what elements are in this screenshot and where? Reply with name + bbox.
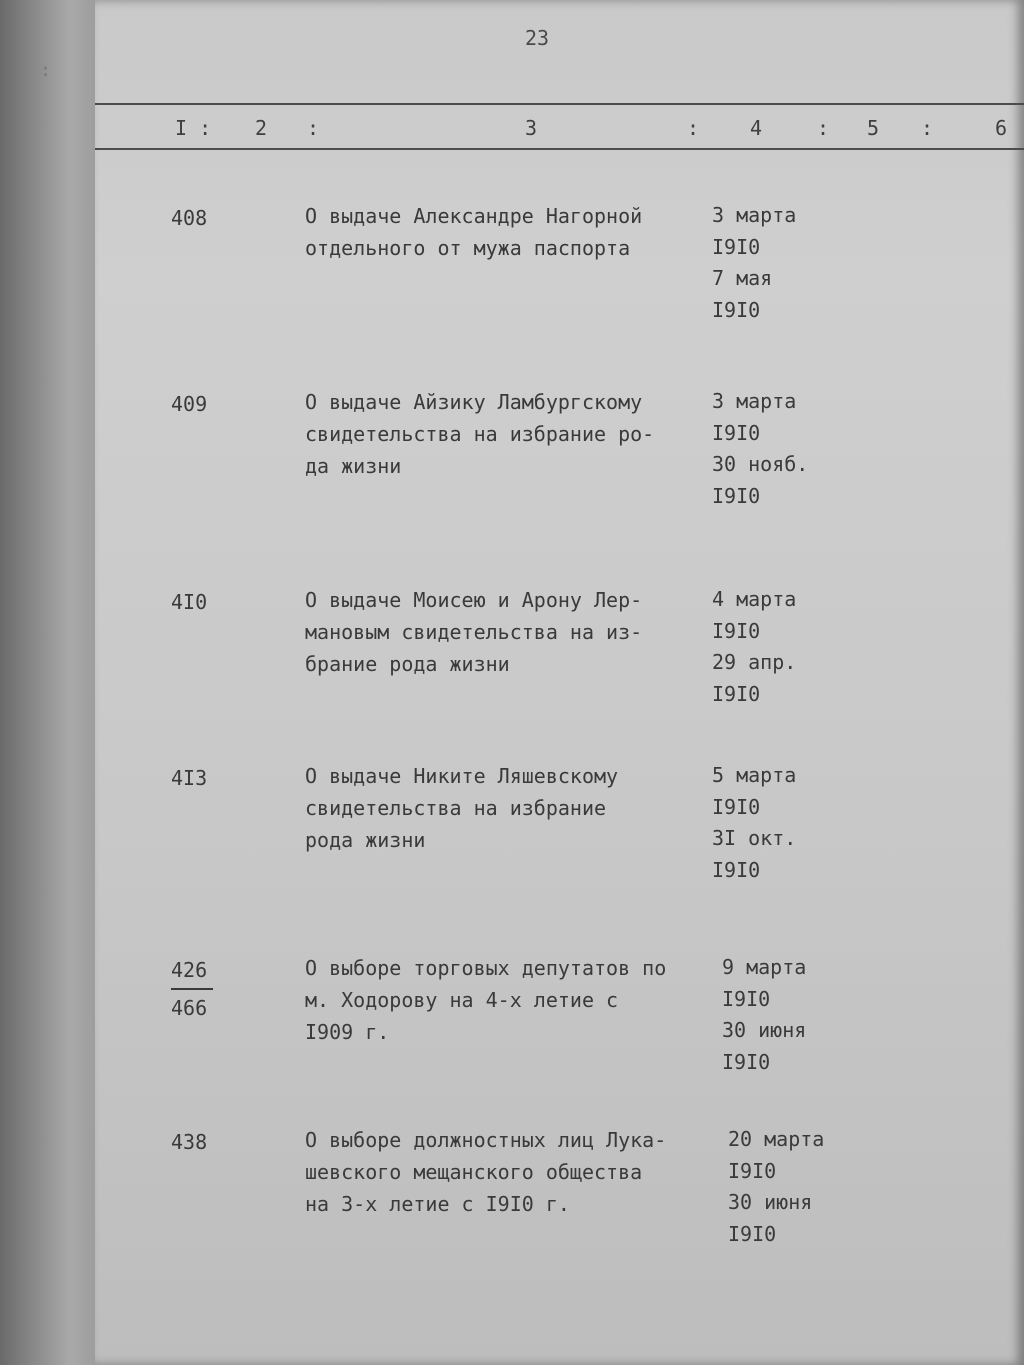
date-end: 3I окт. <box>712 826 797 850</box>
description-line: свидетельства на избрание <box>305 796 607 820</box>
entry-number <box>171 952 213 1026</box>
date-start: 3 марта <box>712 203 797 227</box>
description-line: на 3-х летие с I9I0 г. <box>305 1192 570 1216</box>
column-header-4: 4 <box>750 116 763 140</box>
description-line: О выборе должностных лиц Лука- <box>305 1128 667 1152</box>
entry-dates <box>712 584 796 710</box>
description-line: да жизни <box>305 454 402 478</box>
column-header-6: 6 <box>995 116 1008 140</box>
description-line: I909 г. <box>305 1020 390 1044</box>
entry-number-value: 4I0 <box>171 590 208 614</box>
entry-number <box>171 1124 207 1160</box>
description-line: свидетельства на избрание ро- <box>305 422 655 446</box>
date-end-year: I9I0 <box>712 857 761 882</box>
page-number: 23 <box>525 26 550 50</box>
entry-dates <box>722 952 806 1078</box>
date-end-year: I9I0 <box>728 1221 777 1246</box>
entry-number-value: 438 <box>171 1130 208 1154</box>
entry-number <box>171 760 207 796</box>
entry-number-value: 408 <box>171 206 208 230</box>
left-page-edge <box>0 0 100 1365</box>
entry-number-value: 4I3 <box>171 766 208 790</box>
entry-number <box>171 200 207 236</box>
date-end: 30 июня <box>728 1190 813 1214</box>
date-end: 30 июня <box>722 1018 807 1042</box>
description-line: брание рода жизни <box>305 652 510 676</box>
entry-number-value: 409 <box>171 392 208 416</box>
description-line: О выдаче Никите Ляшевскому <box>305 764 619 788</box>
description-line: О выдаче Айзику Ламбургскому <box>305 390 643 414</box>
entry-description <box>305 1124 725 1220</box>
entry-dates <box>712 200 796 326</box>
column-header-separator: : <box>817 116 830 140</box>
date-end: 7 мая <box>712 266 773 290</box>
date-end-year: I9I0 <box>712 681 761 706</box>
date-end: 29 апр. <box>712 650 797 674</box>
entry-dates <box>712 760 796 886</box>
entry-number <box>171 386 207 422</box>
date-start: 3 марта <box>712 389 797 413</box>
document-page <box>95 0 1024 1365</box>
entry-description <box>305 952 725 1048</box>
column-header-5: 5 <box>867 116 880 140</box>
date-start: 9 марта <box>722 955 807 979</box>
entry-dates <box>712 386 808 512</box>
date-start-year: I9I0 <box>712 618 761 643</box>
date-start: 4 марта <box>712 587 797 611</box>
header-rule-bottom <box>95 148 1024 150</box>
description-line: шевского мещанского общества <box>305 1160 643 1184</box>
description-line: мановым свидетельства на из- <box>305 620 643 644</box>
entry-description <box>305 760 725 856</box>
date-start-year: I9I0 <box>728 1158 777 1183</box>
column-header-3: 3 <box>525 116 538 140</box>
bleed-through-mark: : <box>40 60 51 81</box>
description-line: О выдаче Моисею и Арону Лер- <box>305 588 643 612</box>
entry-description <box>305 386 725 482</box>
description-line: О выдаче Александре Нагорной <box>305 204 643 228</box>
date-start: 5 марта <box>712 763 797 787</box>
date-end: 30 нояб. <box>712 452 809 476</box>
date-end-year: I9I0 <box>722 1049 771 1074</box>
date-end-year: I9I0 <box>712 483 761 508</box>
description-line: О выборе торговых депутатов по <box>305 956 667 980</box>
entry-description <box>305 200 725 264</box>
date-start: 20 марта <box>728 1127 825 1151</box>
entry-number-value: 426 <box>171 952 213 990</box>
entry-dates <box>728 1124 824 1250</box>
column-header-separator: : <box>921 116 934 140</box>
entry-description <box>305 584 725 680</box>
description-line: рода жизни <box>305 828 426 852</box>
column-header-1: I : <box>175 116 212 140</box>
column-header-2: 2 <box>255 116 268 140</box>
date-start-year: I9I0 <box>712 794 761 819</box>
date-end-year: I9I0 <box>712 297 761 322</box>
date-start-year: I9I0 <box>722 986 771 1011</box>
date-start-year: I9I0 <box>712 420 761 445</box>
column-header-separator: : <box>307 116 320 140</box>
date-start-year: I9I0 <box>712 234 761 259</box>
description-line: отдельного от мужа паспорта <box>305 236 631 260</box>
column-header-separator: : <box>687 116 700 140</box>
description-line: м. Ходорову на 4-х летие с <box>305 988 619 1012</box>
entry-number-value: 466 <box>171 996 208 1020</box>
entry-number <box>171 584 207 620</box>
header-rule-top <box>95 103 1024 105</box>
